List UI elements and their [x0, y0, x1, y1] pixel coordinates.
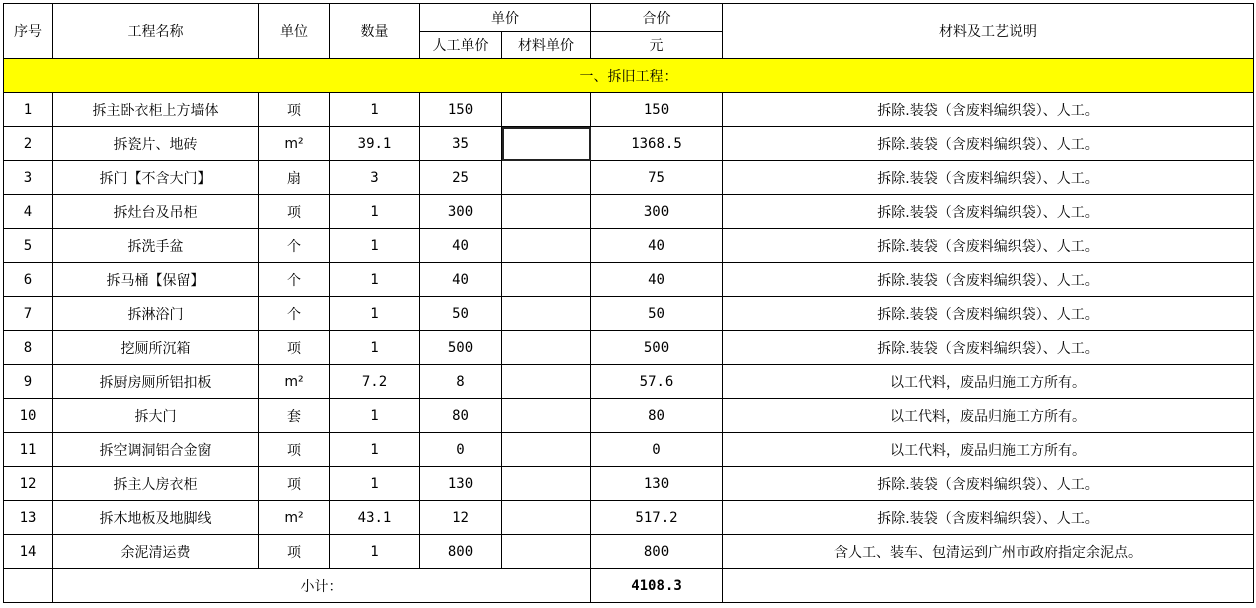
- cell-labor-price[interactable]: 40: [420, 229, 502, 263]
- cell-unit[interactable]: 项: [259, 467, 330, 501]
- cell-unit[interactable]: 项: [259, 195, 330, 229]
- cell-project-name[interactable]: 拆木地板及地脚线: [53, 501, 259, 535]
- table-row: [4, 263, 1254, 297]
- cell-unit[interactable]: 个: [259, 297, 330, 331]
- table-row: [4, 433, 1254, 467]
- header-material-price[interactable]: 材料单价: [502, 32, 591, 59]
- cell-material-price[interactable]: [502, 365, 591, 399]
- table-row: [4, 535, 1254, 569]
- cell-material-price[interactable]: [502, 161, 591, 195]
- cell-notes[interactable]: 拆除.装袋（含废料编织袋）、人工。: [723, 467, 1254, 501]
- cell-material-price[interactable]: [502, 501, 591, 535]
- cell-seq[interactable]: 2: [4, 127, 53, 161]
- cell-unit[interactable]: 扇: [259, 161, 330, 195]
- cell-labor-price[interactable]: 40: [420, 263, 502, 297]
- cell-project-name[interactable]: 拆空调洞铝合金窗: [53, 433, 259, 467]
- cell-material-price[interactable]: [502, 297, 591, 331]
- cell-notes[interactable]: 拆除.装袋（含废料编织袋）、人工。: [723, 501, 1254, 535]
- cell-notes[interactable]: 拆除.装袋（含废料编织袋）、人工。: [723, 195, 1254, 229]
- cell-seq[interactable]: 12: [4, 467, 53, 501]
- subtotal-notes-cell[interactable]: [723, 569, 1254, 603]
- cell-labor-price[interactable]: 500: [420, 331, 502, 365]
- cell-quantity[interactable]: 43.1: [330, 501, 420, 535]
- cell-seq[interactable]: 13: [4, 501, 53, 535]
- table-row: [4, 195, 1254, 229]
- quote-spreadsheet: [3, 3, 1254, 603]
- cell-unit[interactable]: 项: [259, 93, 330, 127]
- cell-quantity[interactable]: 7.2: [330, 365, 420, 399]
- cell-notes[interactable]: 拆除.装袋（含废料编织袋）、人工。: [723, 93, 1254, 127]
- cell-seq[interactable]: 9: [4, 365, 53, 399]
- cell-project-name[interactable]: 拆主人房衣柜: [53, 467, 259, 501]
- cell-notes[interactable]: 拆除.装袋（含废料编织袋）、人工。: [723, 331, 1254, 365]
- cell-quantity[interactable]: 1: [330, 93, 420, 127]
- table-row: [4, 501, 1254, 535]
- cell-total-price[interactable]: 1368.5: [591, 127, 723, 161]
- cell-material-price[interactable]: [502, 433, 591, 467]
- cell-total-price[interactable]: 40: [591, 263, 723, 297]
- cell-total-price[interactable]: 130: [591, 467, 723, 501]
- cell-total-price[interactable]: 300: [591, 195, 723, 229]
- cell-labor-price[interactable]: 800: [420, 535, 502, 569]
- cell-project-name[interactable]: 拆洗手盆: [53, 229, 259, 263]
- cell-labor-price[interactable]: 12: [420, 501, 502, 535]
- cell-seq[interactable]: 11: [4, 433, 53, 467]
- header-unit-price[interactable]: 单价: [420, 4, 591, 32]
- cell-quantity[interactable]: 3: [330, 161, 420, 195]
- cell-project-name[interactable]: 挖厕所沉箱: [53, 331, 259, 365]
- cell-labor-price[interactable]: 130: [420, 467, 502, 501]
- header-project-name[interactable]: 工程名称: [53, 4, 259, 59]
- cell-unit[interactable]: 项: [259, 535, 330, 569]
- cell-quantity[interactable]: 1: [330, 535, 420, 569]
- cell-seq[interactable]: 10: [4, 399, 53, 433]
- cell-material-price[interactable]: [502, 229, 591, 263]
- header-seq[interactable]: 序号: [4, 4, 53, 59]
- cell-project-name[interactable]: 拆瓷片、地砖: [53, 127, 259, 161]
- cell-project-name[interactable]: 拆淋浴门: [53, 297, 259, 331]
- cell-quantity[interactable]: 1: [330, 399, 420, 433]
- cell-material-price[interactable]: [502, 195, 591, 229]
- cell-material-price[interactable]: [502, 263, 591, 297]
- cell-notes[interactable]: 含人工、装车、包清运到广州市政府指定余泥点。: [723, 535, 1254, 569]
- cell-total-price[interactable]: 57.6: [591, 365, 723, 399]
- subtotal-label[interactable]: 小计：: [53, 569, 591, 603]
- cell-seq[interactable]: 6: [4, 263, 53, 297]
- cell-unit[interactable]: 项: [259, 331, 330, 365]
- section-title[interactable]: 一、拆旧工程：: [4, 59, 1254, 93]
- cell-quantity[interactable]: 1: [330, 331, 420, 365]
- cell-material-price[interactable]: [502, 467, 591, 501]
- cell-labor-price[interactable]: 300: [420, 195, 502, 229]
- cell-labor-price[interactable]: 80: [420, 399, 502, 433]
- cell-unit[interactable]: m²: [259, 501, 330, 535]
- cell-notes[interactable]: 以工代料，废品归施工方所有。: [723, 433, 1254, 467]
- cell-unit[interactable]: 项: [259, 433, 330, 467]
- cell-total-price[interactable]: 0: [591, 433, 723, 467]
- selected-cell[interactable]: [502, 127, 591, 161]
- cell-notes[interactable]: 拆除.装袋（含废料编织袋）、人工。: [723, 263, 1254, 297]
- cell-material-price[interactable]: [502, 399, 591, 433]
- cell-quantity[interactable]: 1: [330, 263, 420, 297]
- cell-quantity[interactable]: 1: [330, 297, 420, 331]
- table-row: [4, 161, 1254, 195]
- cell-quantity[interactable]: 1: [330, 467, 420, 501]
- cell-notes[interactable]: 以工代料，废品归施工方所有。: [723, 365, 1254, 399]
- cell-labor-price[interactable]: 150: [420, 93, 502, 127]
- cell-unit[interactable]: 套: [259, 399, 330, 433]
- cell-total-price[interactable]: 50: [591, 297, 723, 331]
- table-row: [4, 399, 1254, 433]
- table-row: [4, 365, 1254, 399]
- cell-total-price[interactable]: 517.2: [591, 501, 723, 535]
- cell-labor-price[interactable]: 25: [420, 161, 502, 195]
- cell-unit[interactable]: m²: [259, 365, 330, 399]
- cell-material-price[interactable]: [502, 535, 591, 569]
- header-total-unit[interactable]: 元: [591, 32, 723, 59]
- table-row: [4, 229, 1254, 263]
- cell-total-price[interactable]: 500: [591, 331, 723, 365]
- cell-labor-price[interactable]: 0: [420, 433, 502, 467]
- cell-unit[interactable]: 个: [259, 263, 330, 297]
- cell-quantity[interactable]: 39.1: [330, 127, 420, 161]
- cell-seq[interactable]: 7: [4, 297, 53, 331]
- cell-notes[interactable]: 以工代料，废品归施工方所有。: [723, 399, 1254, 433]
- header-quantity[interactable]: 数量: [330, 4, 420, 59]
- cell-total-price[interactable]: 150: [591, 93, 723, 127]
- cell-seq[interactable]: 5: [4, 229, 53, 263]
- cell-labor-price[interactable]: 8: [420, 365, 502, 399]
- cell-labor-price[interactable]: 35: [420, 127, 502, 161]
- table-row: [4, 93, 1254, 127]
- cell-seq[interactable]: 1: [4, 93, 53, 127]
- cell-project-name[interactable]: 拆灶台及吊柜: [53, 195, 259, 229]
- cell-total-price[interactable]: 40: [591, 229, 723, 263]
- table-row: [4, 297, 1254, 331]
- cell-project-name[interactable]: 拆马桶【保留】: [53, 263, 259, 297]
- cell-seq[interactable]: 3: [4, 161, 53, 195]
- cell-seq[interactable]: 8: [4, 331, 53, 365]
- cell-notes[interactable]: 拆除.装袋（含废料编织袋）、人工。: [723, 229, 1254, 263]
- cell-unit[interactable]: 个: [259, 229, 330, 263]
- subtotal-blank-cell[interactable]: [4, 569, 53, 603]
- cell-quantity[interactable]: 1: [330, 229, 420, 263]
- cell-material-price[interactable]: [502, 331, 591, 365]
- header-unit[interactable]: 单位: [259, 4, 330, 59]
- cell-seq[interactable]: 14: [4, 535, 53, 569]
- cell-project-name[interactable]: 拆主卧衣柜上方墙体: [53, 93, 259, 127]
- cell-total-price[interactable]: 75: [591, 161, 723, 195]
- cell-seq[interactable]: 4: [4, 195, 53, 229]
- table-row: [4, 331, 1254, 365]
- header-total-price[interactable]: 合价: [591, 4, 723, 32]
- header-labor-price[interactable]: 人工单价: [420, 32, 502, 59]
- cell-unit[interactable]: m²: [259, 127, 330, 161]
- cell-material-price[interactable]: [502, 93, 591, 127]
- cell-total-price[interactable]: 80: [591, 399, 723, 433]
- cell-labor-price[interactable]: 50: [420, 297, 502, 331]
- cell-total-price[interactable]: 800: [591, 535, 723, 569]
- cell-notes[interactable]: 拆除.装袋（含废料编织袋）、人工。: [723, 297, 1254, 331]
- table-row: [4, 127, 1254, 161]
- cell-project-name[interactable]: 拆大门: [53, 399, 259, 433]
- subtotal-value[interactable]: 4108.3: [591, 569, 723, 603]
- cell-project-name[interactable]: 余泥清运费: [53, 535, 259, 569]
- cell-notes[interactable]: 拆除.装袋（含废料编织袋）、人工。: [723, 161, 1254, 195]
- table-row: [4, 467, 1254, 501]
- cell-quantity[interactable]: 1: [330, 433, 420, 467]
- cell-quantity[interactable]: 1: [330, 195, 420, 229]
- cell-notes[interactable]: 拆除.装袋（含废料编织袋）、人工。: [723, 127, 1254, 161]
- cell-project-name[interactable]: 拆门【不含大门】: [53, 161, 259, 195]
- cell-project-name[interactable]: 拆厨房厕所铝扣板: [53, 365, 259, 399]
- header-notes[interactable]: 材料及工艺说明: [723, 4, 1254, 59]
